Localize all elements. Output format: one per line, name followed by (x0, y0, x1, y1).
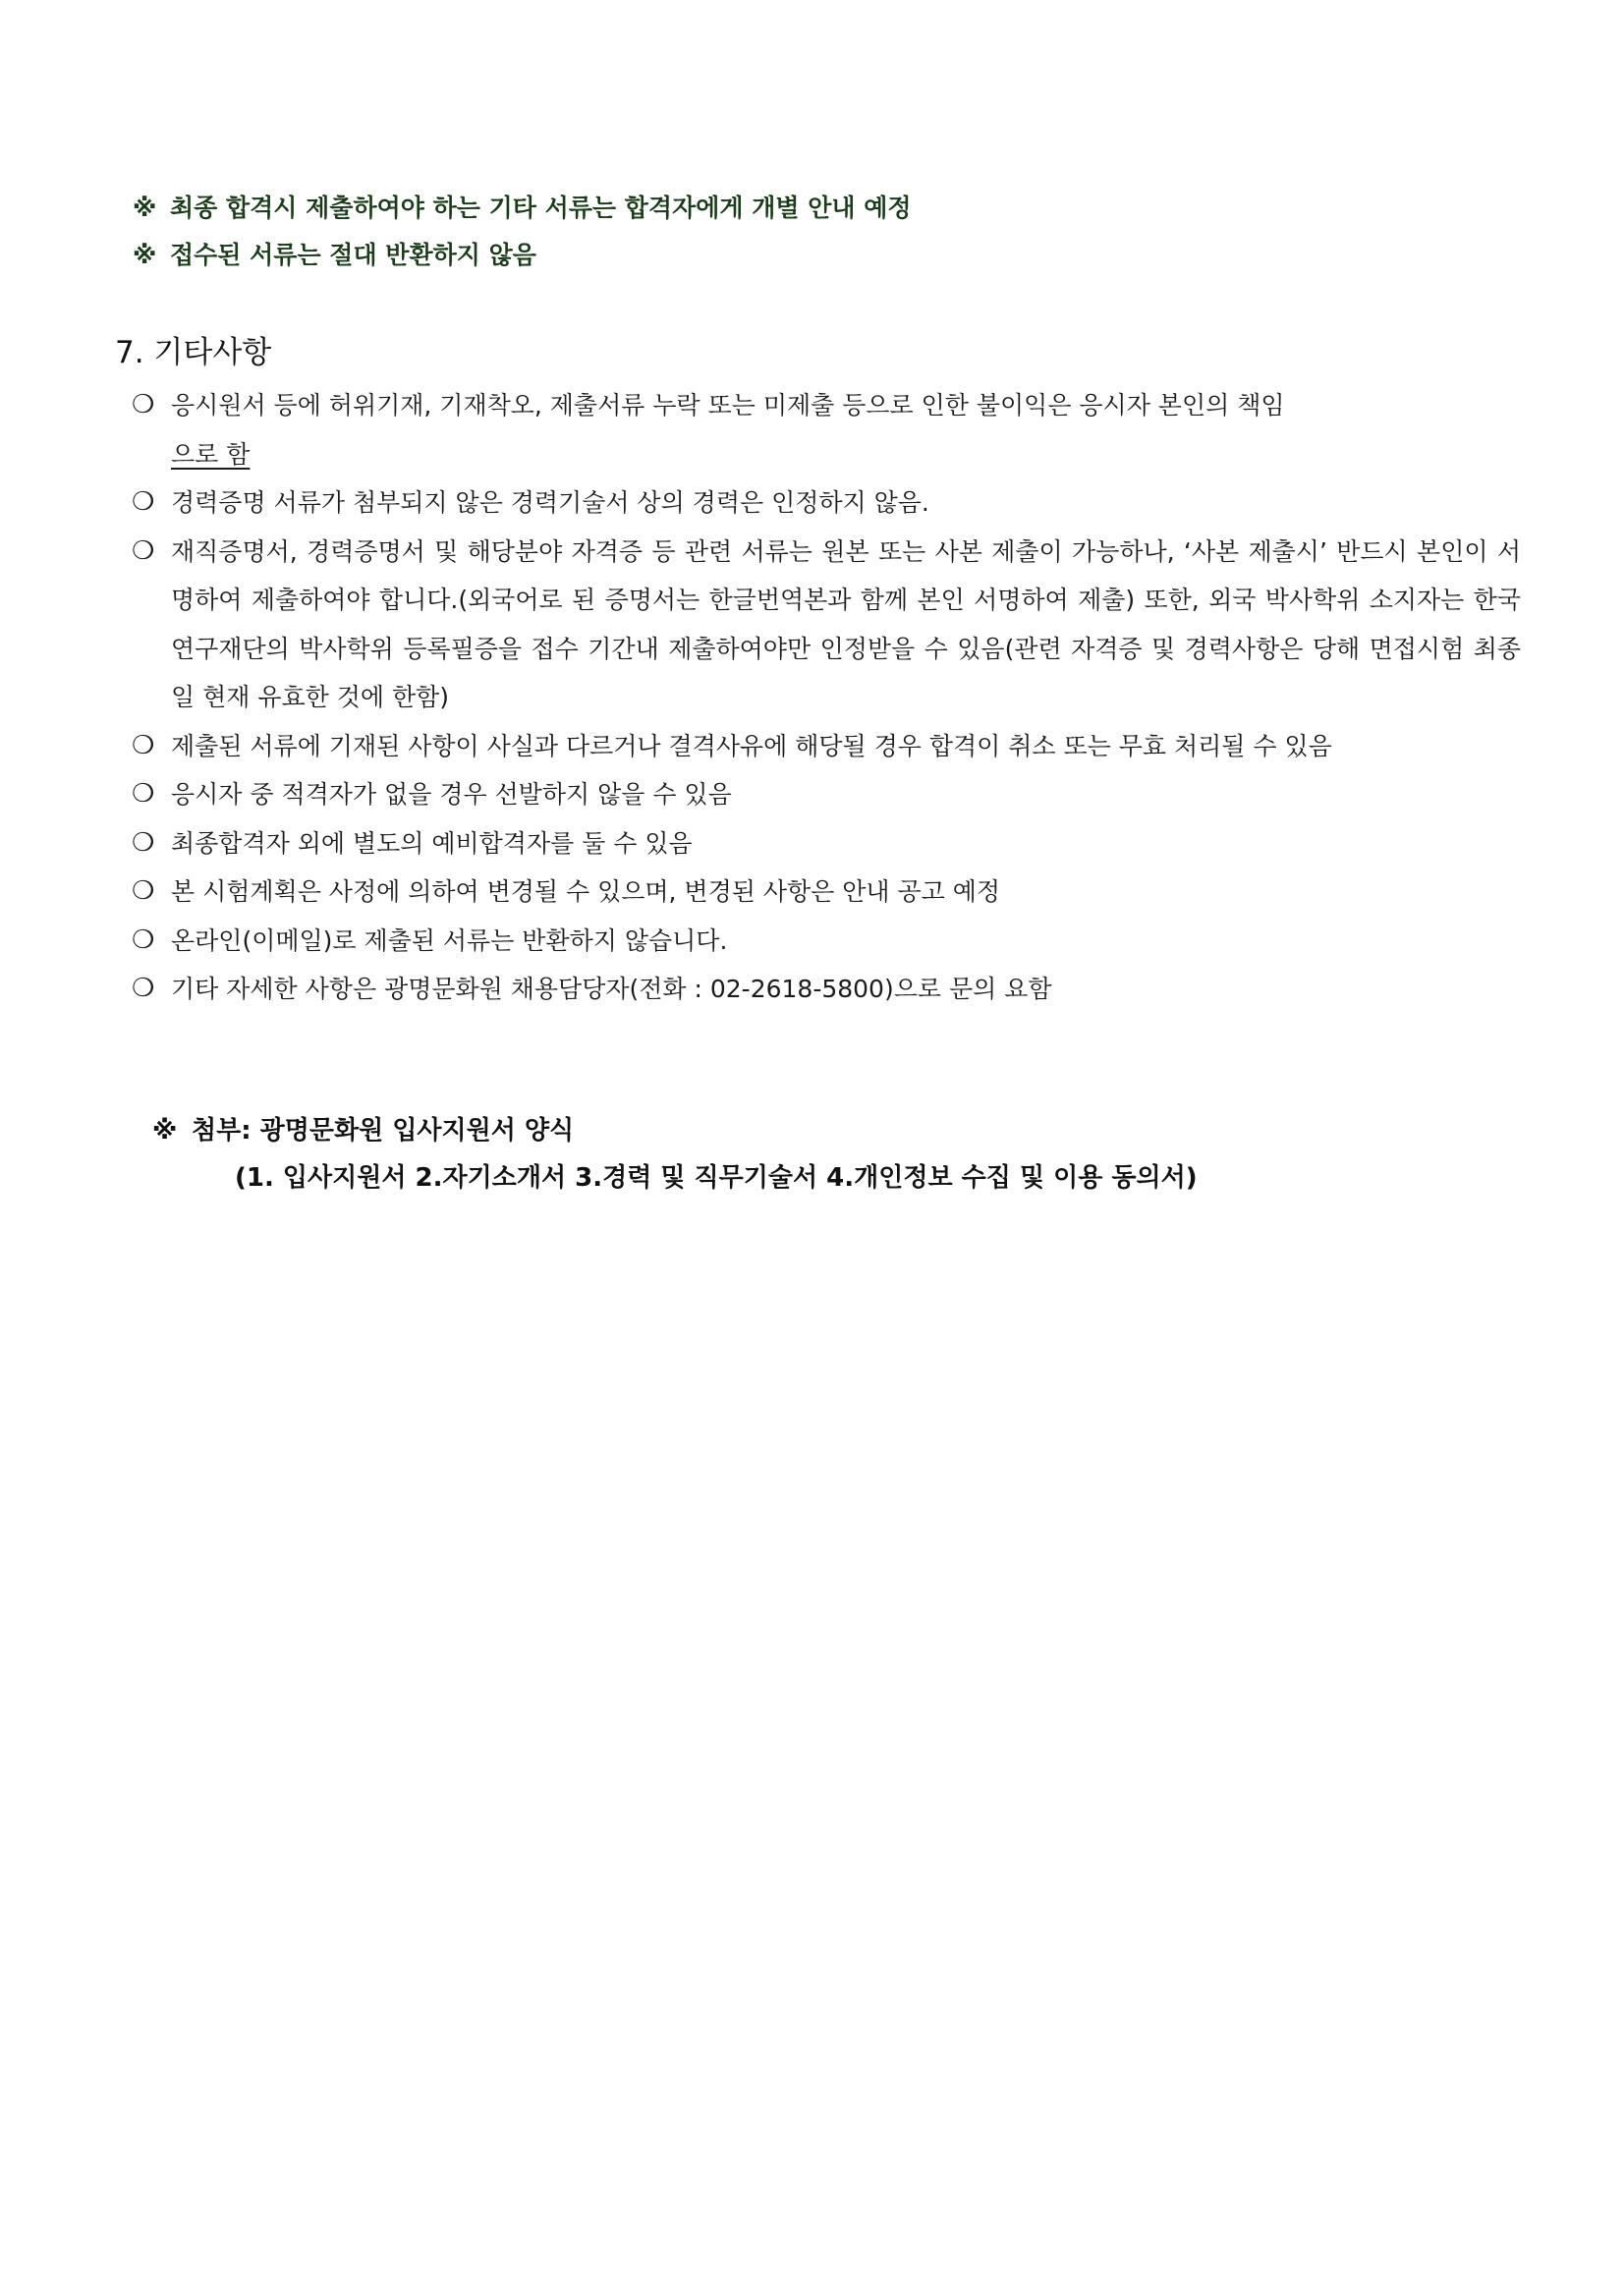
attachment-block (152, 1107, 1429, 1202)
circle-bullet-icon: ❍ (132, 535, 155, 566)
list-item-text: 제출된 서류에 기재된 사항이 사실과 다르거나 결격사유에 해당될 경우 합격이 취소 또는 무효 처리될 수 있음 (171, 731, 1332, 760)
attachment-list: (1. 입사지원서 2.자기소개서 3.경력 및 직무기술서 4.개인정보 수집 및 이용 동의서) (235, 1163, 1198, 1193)
list-item (132, 381, 1521, 478)
reference-mark-icon: ※ (133, 194, 157, 222)
circle-bullet-icon: ❍ (132, 487, 155, 517)
attachment-title-text: 첨부: 광명문화원 입사지원서 양식 (192, 1116, 575, 1146)
list-item (132, 478, 1521, 528)
list-item-text: 본 시험계획은 사정에 의하여 변경될 수 있으며, 변경된 사항은 안내 공고 예정 (171, 877, 1001, 906)
reference-mark-icon: ※ (152, 1116, 178, 1146)
list-item-text: 응시원서 등에 허위기재, 기재착오, 제출서류 누락 또는 미제출 등으로 인한 불이익은 응시자 본인의 책임 (171, 391, 1285, 420)
circle-bullet-icon: ❍ (132, 730, 155, 760)
circle-bullet-icon: ❍ (132, 924, 155, 955)
reference-mark-icon: ※ (133, 241, 157, 269)
list-item-text: 재직증명서, 경력증명서 및 해당분야 자격증 등 관련 서류는 원본 또는 사본 제출이 가능하나, ‘사본 제출시’ 반드시 본인이 서명하여 제출하여야 합니다.(외국어로 된 증명서는 한글번역본과 함께 본인 서명하여 제출) 또한, 외국 박사학위 소지자는 한국연구재단의 박사학위 등록필증을 접수 기간내 제출하여야만 인정받을 수 있음(관련 자격증 및 경력사항은 당해 면접시험 최종일 현재 유효한 것에 한함) (171, 536, 1521, 711)
list-item-text: 응시자 중 적격자가 없을 경우 선발하지 않을 수 있음 (171, 780, 732, 809)
notice-text: 최종 합격시 제출하여야 하는 기타 서류는 합격자에게 개별 안내 예정 (170, 194, 912, 222)
list-item (132, 965, 1521, 1014)
list-item-text: 최종합격자 외에 별도의 예비합격자를 둘 수 있음 (171, 828, 693, 858)
notice-no-return (133, 232, 1508, 279)
circle-bullet-icon: ❍ (132, 876, 155, 906)
list-item (132, 528, 1521, 722)
list-item (132, 770, 1521, 819)
notice-block (133, 185, 1508, 279)
list-item-text: 경력증명 서류가 첨부되지 않은 경력기술서 상의 경력은 인정하지 않음. (171, 488, 929, 517)
list-item (132, 917, 1521, 966)
list-item-continuation: 으로 함 (171, 439, 251, 469)
circle-bullet-icon: ❍ (132, 974, 155, 1003)
circle-bullet-icon: ❍ (132, 779, 155, 809)
list-item-text: 기타 자세한 사항은 광명문화원 채용담당자(전화 : 02-2618-5800)으로 문의 요함 (171, 975, 1052, 1003)
attachment-title (152, 1107, 1429, 1154)
section-title: 7. 기타사항 (115, 335, 272, 370)
circle-bullet-icon: ❍ (132, 390, 155, 420)
circle-bullet-icon: ❍ (132, 827, 155, 858)
list-item (132, 868, 1521, 917)
notice-text: 접수된 서류는 절대 반환하지 않음 (170, 241, 536, 269)
list-item (132, 819, 1521, 868)
list-item (132, 722, 1521, 771)
list-item-text: 온라인(이메일)로 제출된 서류는 반환하지 않습니다. (171, 925, 728, 955)
notice-final-documents (133, 185, 1508, 232)
other-matters-list (132, 381, 1521, 1014)
